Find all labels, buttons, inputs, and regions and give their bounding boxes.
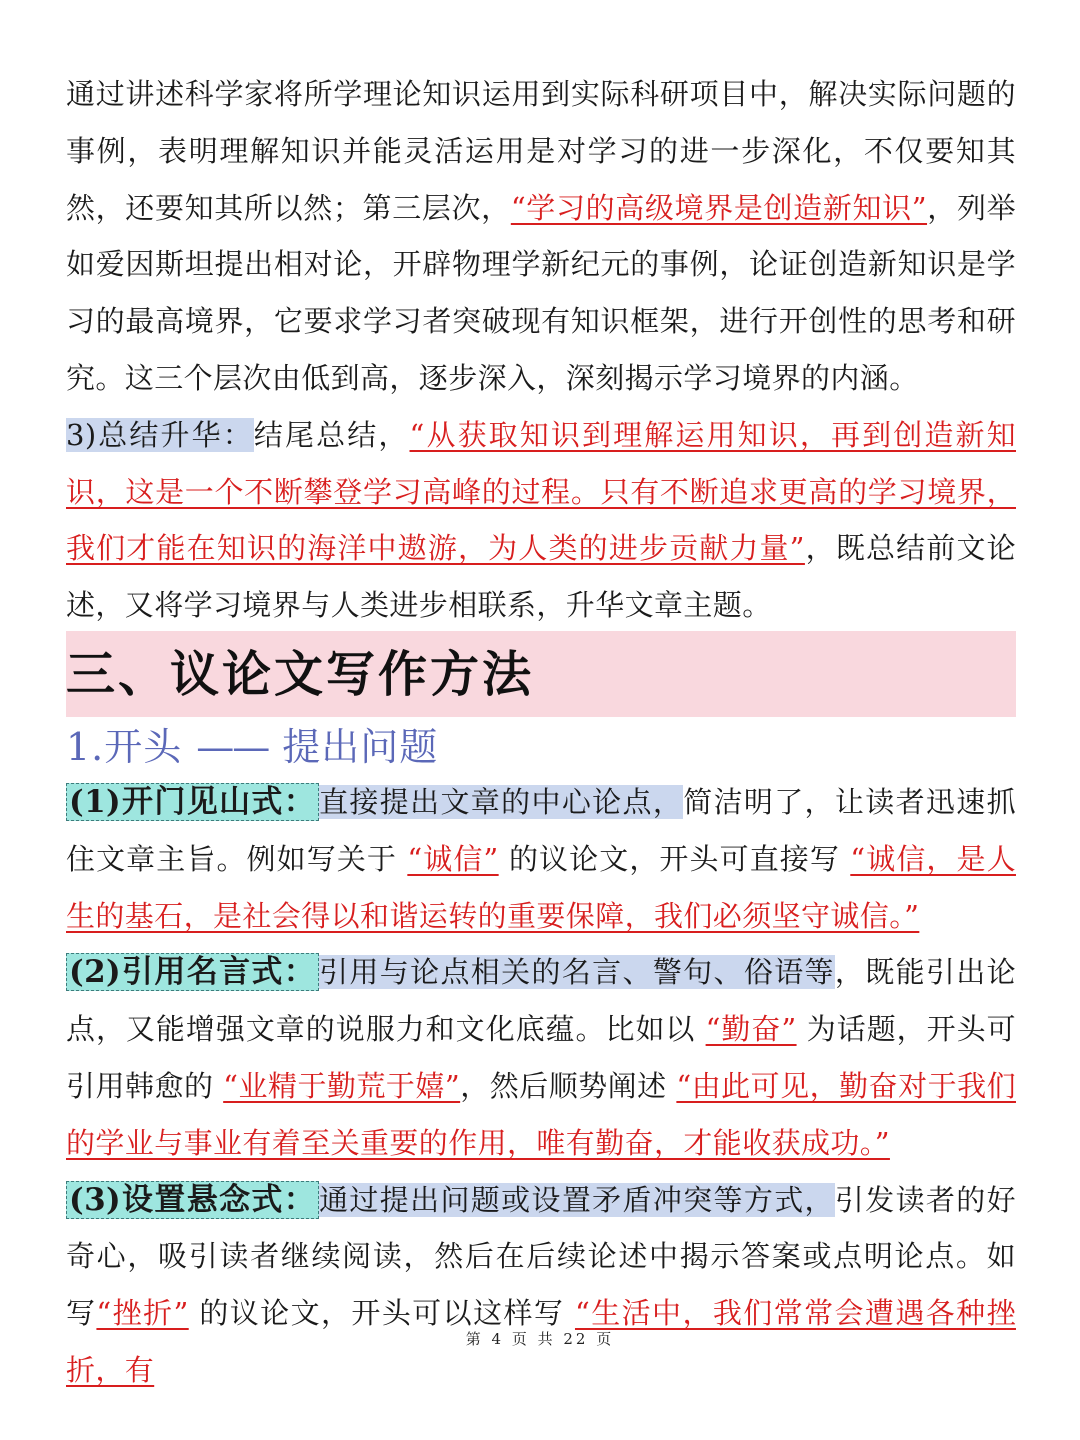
paragraph-text: 为话题，开头可引用韩愈的 — [66, 1012, 1016, 1103]
paragraph-text: 引发读者的好奇心，吸引读者继续阅读，然后在后续论述中揭示答案或点明论点。如写 — [66, 1182, 1016, 1331]
method-item-1 — [66, 774, 1016, 944]
paragraph-text: 结尾总结， — [253, 417, 410, 452]
subsection-dash: —— — [196, 725, 269, 769]
method-label: (3)设置悬念式： — [66, 1181, 319, 1219]
paragraph-text: ，列举如爱因斯坦提出相对论，开辟物理学新纪元的事例，论证创造新知识是学习的最高境界，它要求学习者突破现有知识框架，进行开创性的思考和研究。这三个层次由低到高，逐步深入，深刻揭示学习境界的内涵。 — [66, 190, 1016, 395]
method-item-3 — [66, 1172, 1016, 1399]
paragraph-text: 的议论文，开头可以这样写 — [199, 1296, 565, 1331]
quote-highlight: “学习的高级境界是创造新知识” — [510, 190, 928, 225]
quote-highlight: “业精于勤荒于嬉” — [223, 1068, 461, 1103]
method-highlight: 引用与论点相关的名言、警句、俗语等 — [319, 955, 835, 990]
method-highlight: 通过提出问题或设置矛盾冲突等方式， — [319, 1182, 835, 1217]
paragraph-text: ，既总结前文论述，又将学习境界与人类进步相联系，升华文章主题。 — [66, 531, 1016, 623]
quote-highlight: “挫折” — [96, 1296, 189, 1331]
quote-highlight: “从获取知识到理解运用知识，再到创造新知识，这是一个不断攀登学习高峰的过程。只有不断追求更高的学习境界，我们才能在知识的海洋中遨游，为人类的进步贡献力量” — [66, 417, 1016, 566]
subsection-text: 提出问题 — [282, 725, 439, 769]
paragraph-third-level — [66, 66, 1016, 407]
method-highlight: 直接提出文章的中心论点， — [319, 785, 684, 819]
section-title: 三、议论文写作方法 — [66, 645, 535, 703]
paragraph-text: ，既能引出论点，又能增强文章的说服力和文化底蕴。比如以 — [66, 955, 1016, 1047]
paragraph-text: 通过讲述科学家将所学理论知识运用到实际科研项目中，解决实际问题的事例，表明理解知识并能灵活运用是对学习的进一步深化，不仅要知其然，还要知其所以然；第三层次， — [66, 77, 1016, 225]
quote-highlight: “生活中，我们常常会遭遇各种挫折，有 — [66, 1296, 1016, 1387]
method-label: (2)引用名言式： — [66, 953, 319, 991]
method-label: (1)开门见山式： — [66, 783, 319, 821]
methods-content — [66, 774, 1016, 1399]
paragraph-text: ，然后顺势阐述 — [460, 1068, 667, 1103]
quote-highlight: “诚信” — [407, 841, 499, 876]
method-item-2 — [66, 944, 1016, 1171]
page-footer: 第 4 页 共 22 页 — [465, 1330, 615, 1348]
top-content — [66, 66, 1016, 634]
paragraph-text: 简洁明了，让读者迅速抓住文章主旨。例如写关于 — [66, 785, 1016, 876]
subsection-number: 1.开头 — [66, 725, 183, 769]
paragraph-text: 的议论文，开头可直接写 — [508, 841, 840, 876]
subsection-title — [66, 718, 438, 776]
quote-highlight: “由此可见，勤奋对于我们的学业与事业有着至关重要的作用，唯有勤奋，才能收获成功。” — [66, 1068, 1016, 1160]
summary-label: 3)总结升华： — [66, 417, 254, 452]
paragraph-summary — [66, 407, 1016, 634]
quote-highlight: “诚信，是人生的基石，是社会得以和谐运转的重要保障，我们必须坚守诚信。” — [66, 841, 1016, 933]
quote-highlight: “勤奋” — [705, 1012, 797, 1047]
